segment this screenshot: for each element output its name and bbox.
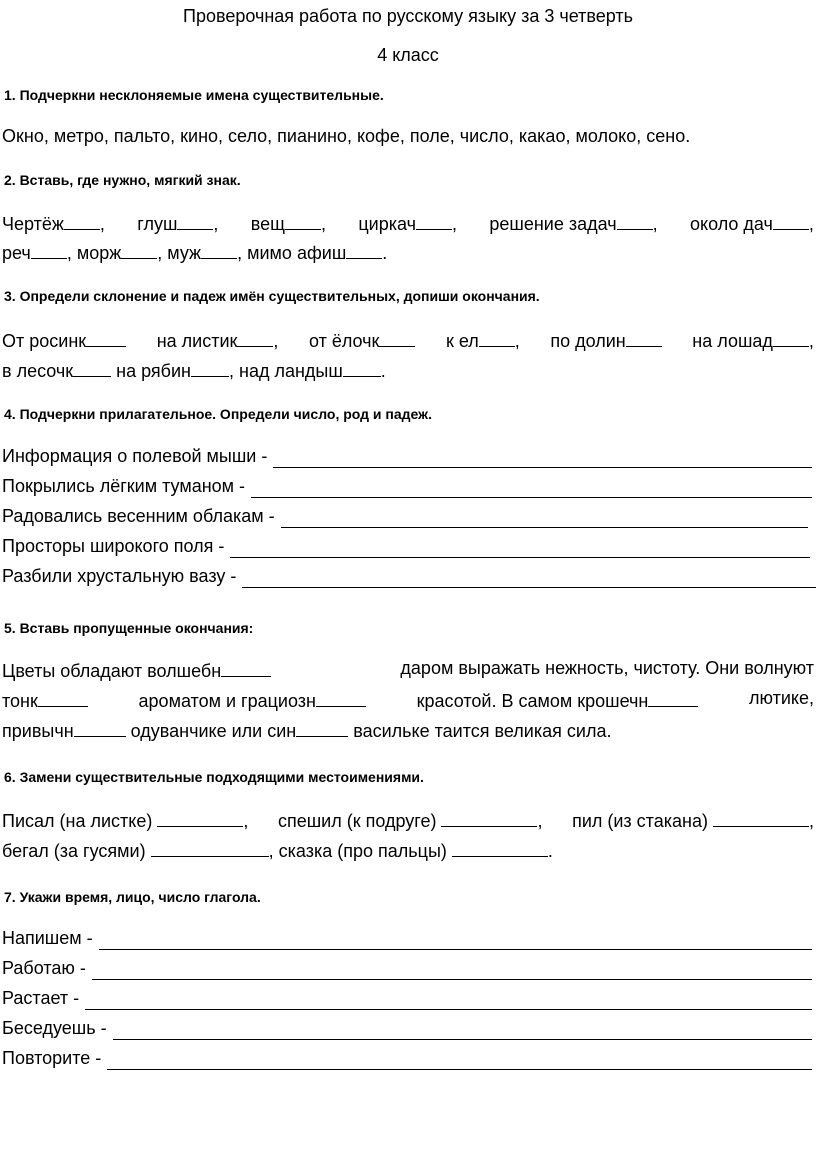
word-item: на листик , <box>157 326 279 353</box>
task-4-item: Радовались весенним облакам - <box>2 504 808 528</box>
answer-field[interactable] <box>242 567 816 588</box>
task-4-title: 4. Подчеркни прилагательное. Определи число, род и падеж. <box>4 406 432 422</box>
word-item: решение задач , <box>489 209 657 236</box>
task-7-title: 7. Укажи время, лицо, число глагола. <box>4 889 261 905</box>
answer-field[interactable] <box>113 1019 812 1040</box>
task-4-item: Просторы широкого поля - <box>2 534 810 558</box>
blank-field[interactable] <box>31 238 67 259</box>
task-3-line-2: в лесочк на рябин , над ландыш . <box>2 356 386 383</box>
task-6-line-1 <box>2 806 814 833</box>
word-item: к ел , <box>446 326 520 353</box>
task-5-line-1: Цветы обладают волшебн даром выражать нежность, чистоту. Они волнуют <box>2 658 814 681</box>
answer-field[interactable] <box>281 507 808 528</box>
blank-field[interactable] <box>626 326 662 347</box>
word-item: Чертёж , <box>2 209 105 236</box>
blank-field[interactable] <box>648 686 698 707</box>
word-item: от ёлочк <box>309 326 415 353</box>
word-item: От росинк <box>2 326 126 353</box>
answer-field[interactable] <box>107 1049 812 1070</box>
task-7-item: Повторите - <box>2 1046 812 1070</box>
word-item: глуш , <box>137 209 218 236</box>
task-7-item: Беседуешь - <box>2 1016 812 1040</box>
blank-field[interactable] <box>191 356 229 377</box>
task-7-item: Растает - <box>2 986 812 1010</box>
answer-field[interactable] <box>251 477 812 498</box>
task-4-item: Разбили хрустальную вазу - <box>2 564 816 588</box>
task-6-title: 6. Замени существительные подходящими местоимениями. <box>4 769 424 785</box>
blank-field[interactable] <box>416 209 452 230</box>
blank-field[interactable] <box>343 356 381 377</box>
task-4-item: Покрылись лёгким туманом - <box>2 474 812 498</box>
blank-field[interactable] <box>38 686 88 707</box>
task-2-title: 2. Вставь, где нужно, мягкий знак. <box>4 172 241 188</box>
word-item: ароматом и грациозн <box>139 686 366 713</box>
answer-field[interactable] <box>99 929 812 950</box>
blank-field[interactable] <box>452 836 548 857</box>
word-item: Цветы обладают волшебн <box>2 656 271 683</box>
answer-field[interactable] <box>230 537 810 558</box>
word-item: пил (из стакана) , <box>572 806 814 833</box>
word-item: по долин <box>550 326 661 353</box>
blank-field[interactable] <box>713 806 809 827</box>
task-6-line-2: бегал (за гусями) , сказка (про пальцы) . <box>2 836 553 863</box>
blank-field[interactable] <box>237 326 273 347</box>
word-item: красотой. В самом крошечн <box>417 686 699 713</box>
word-item: на лошад , <box>692 326 814 353</box>
task-3-line-1 <box>2 326 814 353</box>
word-item: вещ , <box>251 209 326 236</box>
task-1-title: 1. Подчеркни несклоняемые имена существительные. <box>4 87 384 103</box>
blank-field[interactable] <box>316 686 366 707</box>
word-item: около дач , <box>690 209 814 236</box>
blank-field[interactable] <box>201 238 237 259</box>
blank-field[interactable] <box>177 209 213 230</box>
task-1-text: Окно, метро, пальто, кино, село, пианино, кофе, поле, число, какао, молоко, сено. <box>2 126 691 146</box>
word-item: Писал (на листке) , <box>2 806 248 833</box>
word-item: циркач , <box>358 209 457 236</box>
blank-field[interactable] <box>64 209 100 230</box>
answer-field[interactable] <box>85 989 812 1010</box>
blank-field[interactable] <box>86 326 126 347</box>
word-item: тонк <box>2 686 88 713</box>
task-3-title: 3. Определи склонение и падеж имён существительных, допиши окончания. <box>4 288 540 304</box>
blank-field[interactable] <box>479 326 515 347</box>
task-5-line-2: тонк ароматом и грациозн красотой. В самом крошечн лютике, <box>2 688 814 711</box>
grade-label: 4 класс <box>377 45 439 65</box>
task-5-line-3: привычн одуванчике или син васильке таится великая сила. <box>2 716 611 743</box>
blank-field[interactable] <box>773 209 809 230</box>
blank-field[interactable] <box>221 656 271 677</box>
task-7-item: Работаю - <box>2 956 812 980</box>
blank-field[interactable] <box>285 209 321 230</box>
blank-field[interactable] <box>441 806 537 827</box>
blank-field[interactable] <box>74 716 126 737</box>
answer-field[interactable] <box>273 447 812 468</box>
page-title: Проверочная работа по русскому языку за 3 четверть <box>183 6 633 26</box>
task-2-line-2: реч , морж , муж , мимо афиш . <box>2 238 387 265</box>
blank-field[interactable] <box>773 326 809 347</box>
blank-field[interactable] <box>157 806 243 827</box>
task-2-line-1 <box>2 209 814 236</box>
blank-field[interactable] <box>379 326 415 347</box>
task-4-item: Информация о полевой мыши - <box>2 444 812 468</box>
blank-field[interactable] <box>346 238 382 259</box>
blank-field[interactable] <box>151 836 269 857</box>
blank-field[interactable] <box>296 716 348 737</box>
blank-field[interactable] <box>73 356 111 377</box>
word-item: спешил (к подруге) , <box>278 806 543 833</box>
task-7-item: Напишем - <box>2 926 812 950</box>
task-5-title: 5. Вставь пропущенные окончания: <box>4 620 254 636</box>
answer-field[interactable] <box>92 959 812 980</box>
blank-field[interactable] <box>617 209 653 230</box>
blank-field[interactable] <box>121 238 157 259</box>
